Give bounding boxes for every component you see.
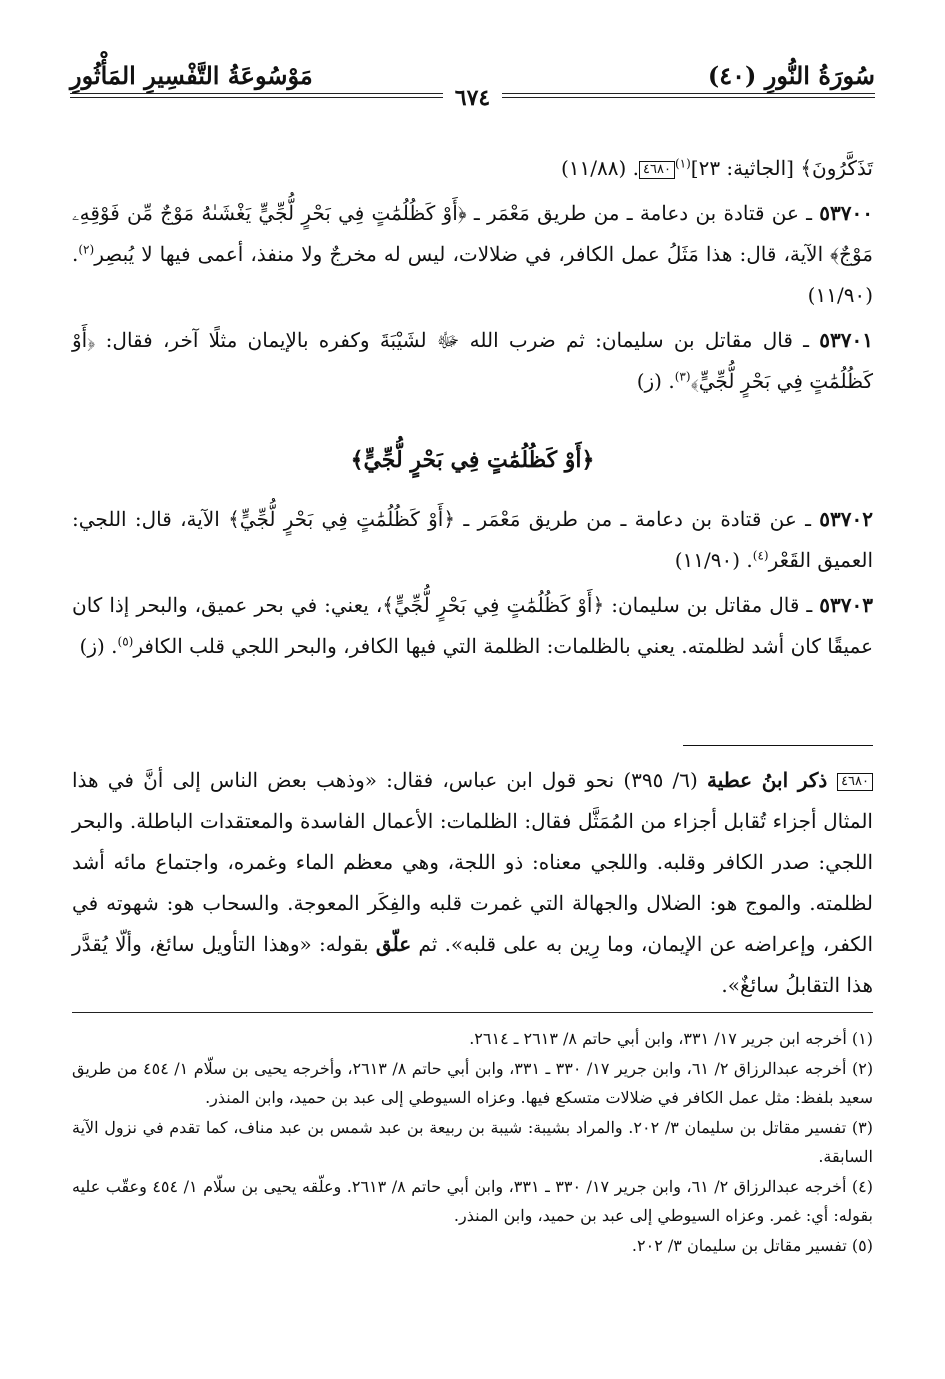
commentary-note: ٤٦٨٠ ذكر ابنُ عطية (٦/ ٣٩٥) نحو قول ابن عباس، فقال: «وذهب بعض الناس إلى أنَّ في هذا المثال أجزاء تُقابل أجزاء من المُمَثَّل فقال: الظلمات: الأعمال الفاسدة والمعتقدات الباطلة. والبحر اللجي: صدر الكافر وقلبه. واللجي معناه: ذو اللجة، وهي معظم الماء وغمره، واجتماع مائه أشد لظلمته. والموج هو: الضلال والجهالة التي غمرت قلبه والفِكَر المعوجة. والسحاب هو: شهوته في الكفر، وإعراضه عن الإيمان، وما رِين به على قلبه». ثم علّق بقوله: «وهذا التأويل سائغ، وألّا يُقدَّر هذا التقابلُ سائغٌ». <box>72 768 873 997</box>
narration-number: ٥٣٧٠٣ <box>819 593 873 617</box>
narration-53702: ٥٣٧٠٢ ـ عن قتادة بن دعامة ـ من طريق مَعْمَر ـ ﴿أَوْ كَظُلُمَٰتٍ فِي بَحْرٍ لُّجِّيٍّ﴾ الآية، قال: اللجي: العميق القَعْر$^{(٤)}$. (١١/٩٠) <box>72 507 873 572</box>
narration-53700: ٥٣٧٠٠ ـ عن قتادة بن دعامة ـ من طريق مَعْمَر ـ ﴿أَوْ كَظُلُمَٰتٍ فِي بَحْرٍ لُّجِّيٍّ يَغْشَىٰهُ مَوْجٌ مِّن فَوْقِهِۦ مَوْجٌ﴾ الآية، قال: هذا مَثَلُ عمل الكافر، في ضلالات، ليس له مخرجٌ ولا منفذ، أعمى فيها لا يُبصِر$^{(٢)}$. (١١/٩٠) <box>72 201 873 307</box>
footnote-ref[interactable]: (٥) <box>117 634 134 649</box>
footnotes <box>72 1024 873 1261</box>
footnote-4: (٤) أخرجه عبدالرزاق ٢/ ٦١، وابن جرير ١٧/ ٣٣٠ ـ ٣٣١، وابن أبي حاتم ٨/ ٢٦١٣. وعلّقه يحيى بن سلّام ١/ ٤٥٤ وعقّب عليه بقوله: أي: غمر. وعزاه السيوطي إلى عبد بن حميد، وابن المنذر. <box>72 1177 873 1225</box>
footnote-ref[interactable]: (٣) <box>674 369 691 384</box>
commentary-separator <box>683 745 873 746</box>
main-text <box>72 148 873 671</box>
footnotes-separator <box>72 1012 873 1013</box>
narration-53703: ٥٣٧٠٣ ـ قال مقاتل بن سليمان: ﴿أَوْ كَظُلُمَٰتٍ فِي بَحْرٍ لُّجِّيٍّ﴾، يعني: في بحر عميق، والبحر إذا كان عميقًا كان أشد لظلمته. يعني بالظلمات: الظلمة التي فيها الكافر، والبحر اللجي قلب الكافر$^{(٥)}$. (ز) <box>72 593 873 658</box>
narration-53701: ٥٣٧٠١ ـ قال مقاتل بن سليمان: ثم ضرب الله ﷻ لشَيْبَةَ وكفره بالإيمان مثلًا آخر، فقال: ﴿أَوْ كَظُلُمَٰتٍ فِي بَحْرٍ لُّجِّيٍّ﴾$^{(٣)}$. (ز) <box>72 328 873 393</box>
commentary-ref-box[interactable]: ٤٦٨٠ <box>639 161 675 179</box>
footnote-ref[interactable]: (٤) <box>752 548 769 563</box>
narration-number: ٥٣٧٠١ <box>819 328 873 352</box>
series-title: مَوْسُوعَةُ التَّفْسِيرِ المَأْثُورِ <box>70 61 313 90</box>
footnote-2: (٢) أخرجه عبدالرزاق ٢/ ٦١، وابن جرير ١٧/ ٣٣٠ ـ ٣٣١، وابن أبي حاتم ٨/ ٢٦١٣، وأخرجه يحيى بن سلّام ١/ ٤٥٤ من طريق سعيد بلفظ: مثل عمل الكافر في ضلالات متسكع فيها. وعزاه السيوطي إلى عبد بن حميد، وابن المنذر. <box>72 1059 874 1107</box>
footnote-3: (٣) تفسير مقاتل بن سليمان ٣/ ٢٠٢. والمراد بشيبة: شيبة بن ربيعة بن عبد شمس بن عبد مناف، كما تقدم في نزول الآية السابقة. <box>72 1118 874 1166</box>
commentary-number-box: ٤٦٨٠ <box>837 773 873 791</box>
narration-number: ٥٣٧٠٢ <box>819 507 873 531</box>
footnote-ref[interactable]: (١) <box>674 156 691 171</box>
footnote-ref[interactable]: (٢) <box>78 242 95 257</box>
footnote-5: (٥) تفسير مقاتل بن سليمان ٣/ ٢٠٢. <box>631 1236 873 1255</box>
verse-heading: ﴿أَوْ كَظُلُمَٰتٍ فِي بَحْرٍ لُّجِّيٍّ﴾ <box>350 447 595 473</box>
page-number: ٦٧٤ <box>443 85 502 111</box>
paragraph-continuation: تَذَكَّرُونَ﴾ [الجاثية: ٢٣]$^{(١)}$٤٦٨٠. (١١/٨٨) <box>560 156 873 180</box>
narration-number: ٥٣٧٠٠ <box>819 201 873 225</box>
surah-title: سُورَةُ النُّورِ (٤٠) <box>707 61 875 90</box>
page-header <box>70 55 875 111</box>
footnote-1: (١) أخرجه ابن جرير ١٧/ ٣٣١، وابن أبي حاتم ٨/ ٢٦١٣ ـ ٢٦١٤. <box>469 1029 873 1048</box>
